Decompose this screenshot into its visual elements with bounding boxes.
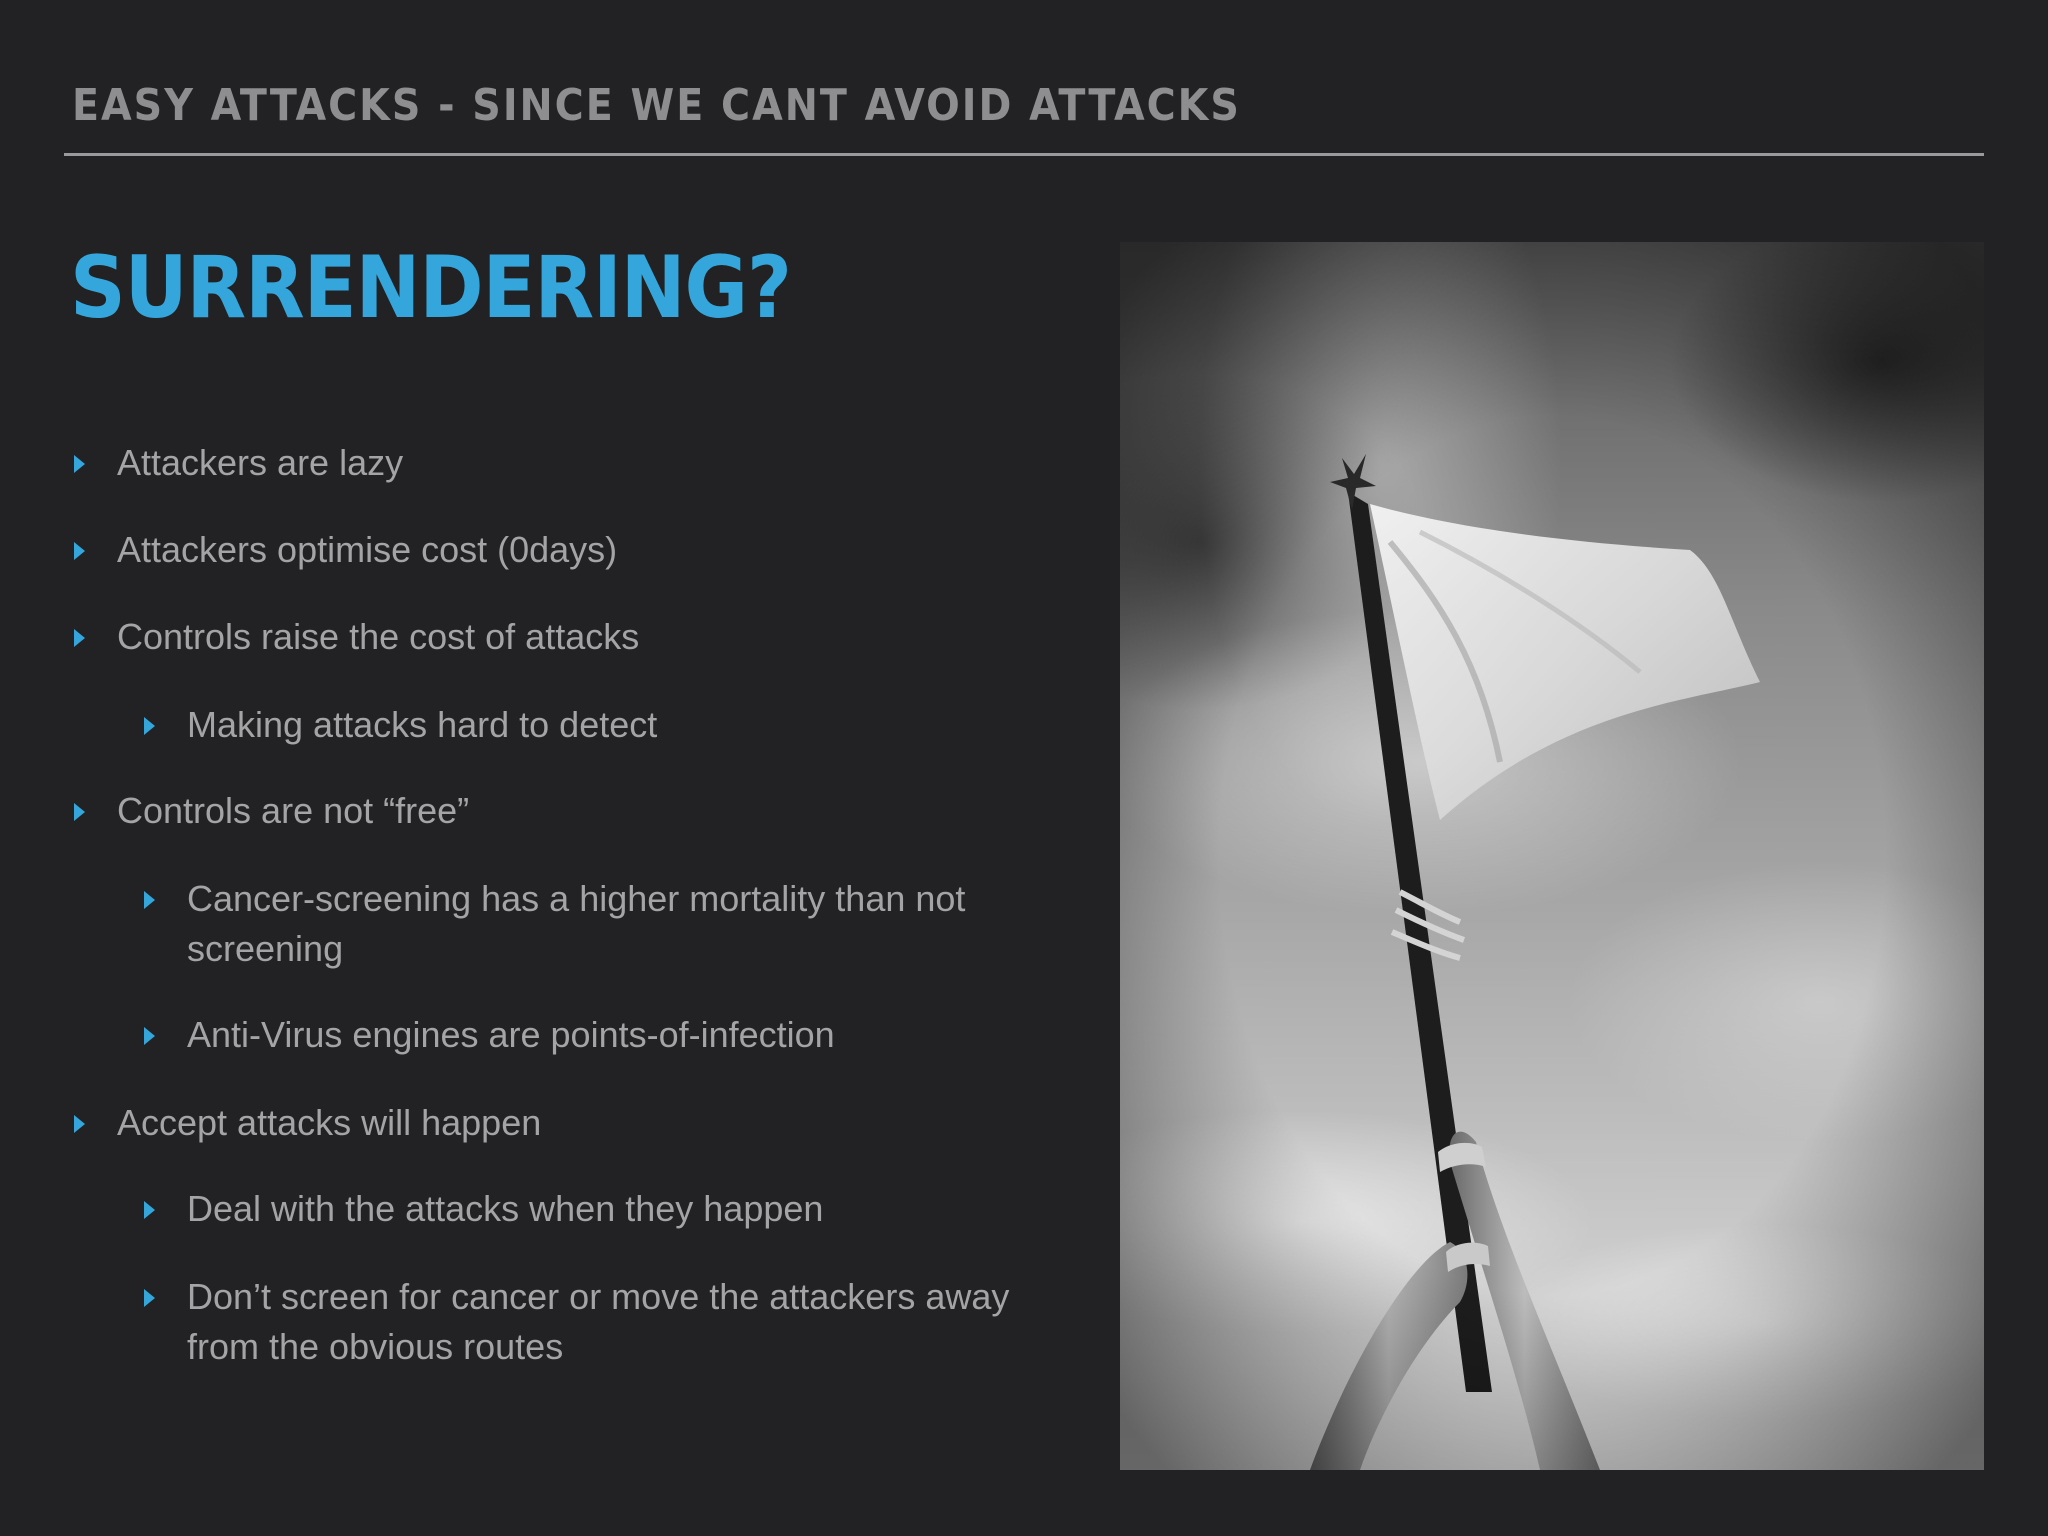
white-flag-photo	[1120, 242, 1984, 1470]
bullet-triangle-icon	[74, 542, 85, 560]
bullet-triangle-icon	[144, 1027, 155, 1045]
bullet-text: Anti-Virus engines are points-of-infection	[187, 1014, 835, 1055]
bullet-triangle-icon	[144, 1201, 155, 1219]
slide-heading: SURRENDERING?	[70, 238, 791, 338]
bullet-text: Attackers optimise cost (0days)	[117, 529, 618, 570]
bullet-text: Controls raise the cost of attacks	[117, 616, 640, 657]
bullet-triangle-icon	[144, 891, 155, 909]
bullet-text: Cancer-screening has a higher mortality than not screening	[187, 878, 966, 969]
bullet-item	[74, 612, 639, 662]
bullet-triangle-icon	[74, 1115, 85, 1133]
bullet-item	[74, 525, 617, 575]
bullet-text: Attackers are lazy	[117, 442, 404, 483]
bullet-triangle-icon	[74, 455, 85, 473]
bullet-triangle-icon	[144, 717, 155, 735]
slide-header-title: EASY ATTACKS - SINCE WE CANT AVOID ATTACKS	[72, 80, 1241, 131]
bullet-text: Controls are not “free”	[117, 790, 470, 831]
bullet-item	[74, 438, 403, 488]
bullet-item	[74, 786, 469, 836]
bullet-triangle-icon	[74, 803, 85, 821]
sub-bullet-item	[144, 700, 657, 750]
bullet-text: Accept attacks will happen	[117, 1102, 542, 1143]
bullet-triangle-icon	[144, 1289, 155, 1307]
bullet-text: Making attacks hard to detect	[187, 704, 658, 745]
bullet-text: Deal with the attacks when they happen	[187, 1188, 824, 1229]
sub-bullet-item	[144, 1272, 1047, 1372]
sub-bullet-item	[144, 874, 1047, 974]
bullet-item	[74, 1098, 541, 1148]
sub-bullet-item	[144, 1184, 823, 1234]
bullet-triangle-icon	[74, 629, 85, 647]
bullet-text: Don’t screen for cancer or move the attackers away from the obvious routes	[187, 1276, 1010, 1367]
photo-vignette	[1120, 242, 1984, 1470]
sub-bullet-item	[144, 1010, 835, 1060]
